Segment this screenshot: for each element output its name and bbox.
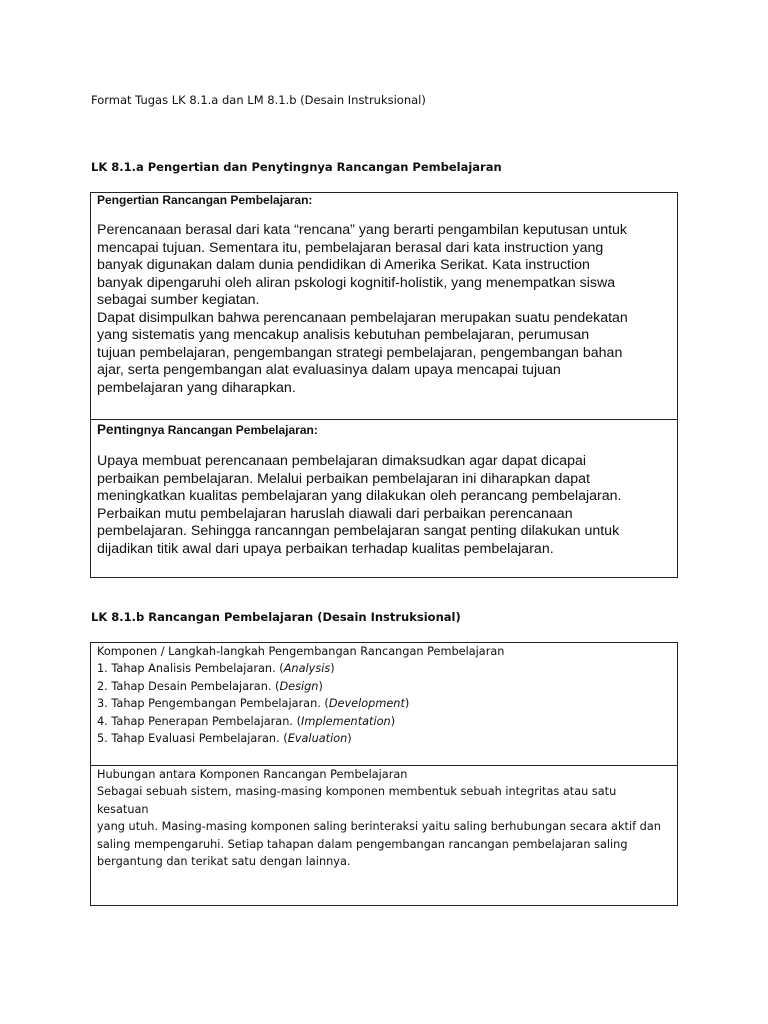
step-text: 2. Tahap Desain Pembelajaran. ( [97, 679, 280, 693]
step-term: Design [279, 679, 319, 693]
section-a-title: LK 8.1.a Pengertian dan Penytingnya Rancangan Pembelajaran [91, 160, 502, 174]
step-item-evaluation [97, 730, 671, 747]
step-text: 3. Tahap Pengembangan Pembelajaran. ( [97, 697, 329, 711]
step-item-analysis [97, 660, 671, 677]
step-text: 5. Tahap Evaluasi Pembelajaran. ( [97, 732, 288, 746]
document-heading: Format Tugas LK 8.1.a dan LM 8.1.b (Desain Instruksional) [91, 93, 426, 107]
step-close: ) [404, 697, 410, 711]
step-close: ) [330, 662, 335, 676]
step-close: ) [390, 714, 396, 728]
step-close: ) [318, 679, 323, 693]
pentingnya-text: Upaya membuat perencanaan pembelajaran dimaksudkan agar dapat dicapai perbaikan pembelajaran. Melalui perbaikan pembelajaran ini diharapkan dapat meningkatkan kualitas pembelajaran yang dilakukan oleh perancang pembelajaran. Perbaikan mutu pembelajaran haruslah diawali dari perbaikan perencanaan pembelajaran. Sehingga rancanngan pembelajaran sangat penting dilakukan untuk dijadikan titik awal dari upaya perbaikan terhadap kualitas pembelajaran. [97, 453, 622, 557]
hubungan-cell [91, 765, 677, 905]
step-item-design [97, 678, 671, 695]
step-item-implementation [97, 713, 671, 730]
step-term: Implementation [300, 714, 391, 728]
pentingnya-label-rest: tingnya Rancangan Pembelajaran: [121, 423, 318, 437]
pentingnya-cell [91, 419, 677, 577]
step-item-development [97, 695, 671, 712]
pentingnya-label [97, 423, 671, 437]
pengertian-label: Pengertian Rancangan Pembelajaran: [97, 193, 313, 207]
hubungan-header: Hubungan antara Komponen Rancangan Pembelajaran [97, 768, 408, 781]
step-close: ) [347, 732, 352, 746]
komponen-header: Komponen / Langkah-langkah Pengembangan Rancangan Pembelajaran [97, 645, 505, 658]
step-term: Analysis [283, 662, 331, 676]
step-text: 1. Tahap Analisis Pembelajaran. ( [97, 662, 284, 676]
pengertian-text: Perencanaan berasal dari kata “rencana” yang berarti pengambilan keputusan untuk mencapai tujuan. Sementara itu, pembelajaran berasal dari kata instruction yang banyak digunakan dalam dunia pendidikan di Amerika Serikat. Kata instruction banyak dipengaruhi oleh aliran pskologi kognitif-holistik, yang menempatkan siswa sebagai sumber kegiatan. Dapat disimpulkan bahwa perencanaan pembelajaran merupakan suatu pendekatan yang sistematis yang mencakup analisis kebutuhan pembelajaran, perumusan tujuan pembelajaran, pengembangan strategi pembelajaran, pengembangan bahan ajar, serta pengembangan alat evaluasinya dalam upaya mencapai tujuan pembelajaran yang diharapkan. [97, 222, 628, 396]
pengertian-cell [91, 193, 677, 419]
step-term: Evaluation [287, 732, 348, 746]
pentingnya-label-prefix: Pen [97, 422, 122, 437]
section-b-table [90, 642, 678, 906]
step-text: 4. Tahap Penerapan Pembelajaran. ( [97, 714, 301, 728]
hubungan-text: Sebagai sebuah sistem, masing-masing komponen membentuk sebuah integritas atau satu kesatuan yang utuh. Masing-masing komponen saling berinteraksi yaitu saling berhubungan secara aktif dan saling mempengaruhi. Setiap tahapan dalam pengembangan rancangan pembelajaran saling bergantung dan terikat satu dengan lainnya. [97, 785, 661, 869]
komponen-cell [91, 643, 677, 765]
step-term: Development [328, 697, 405, 711]
section-b-title: LK 8.1.b Rancangan Pembelajaran (Desain Instruksional) [91, 610, 461, 624]
section-a-table [90, 192, 678, 578]
